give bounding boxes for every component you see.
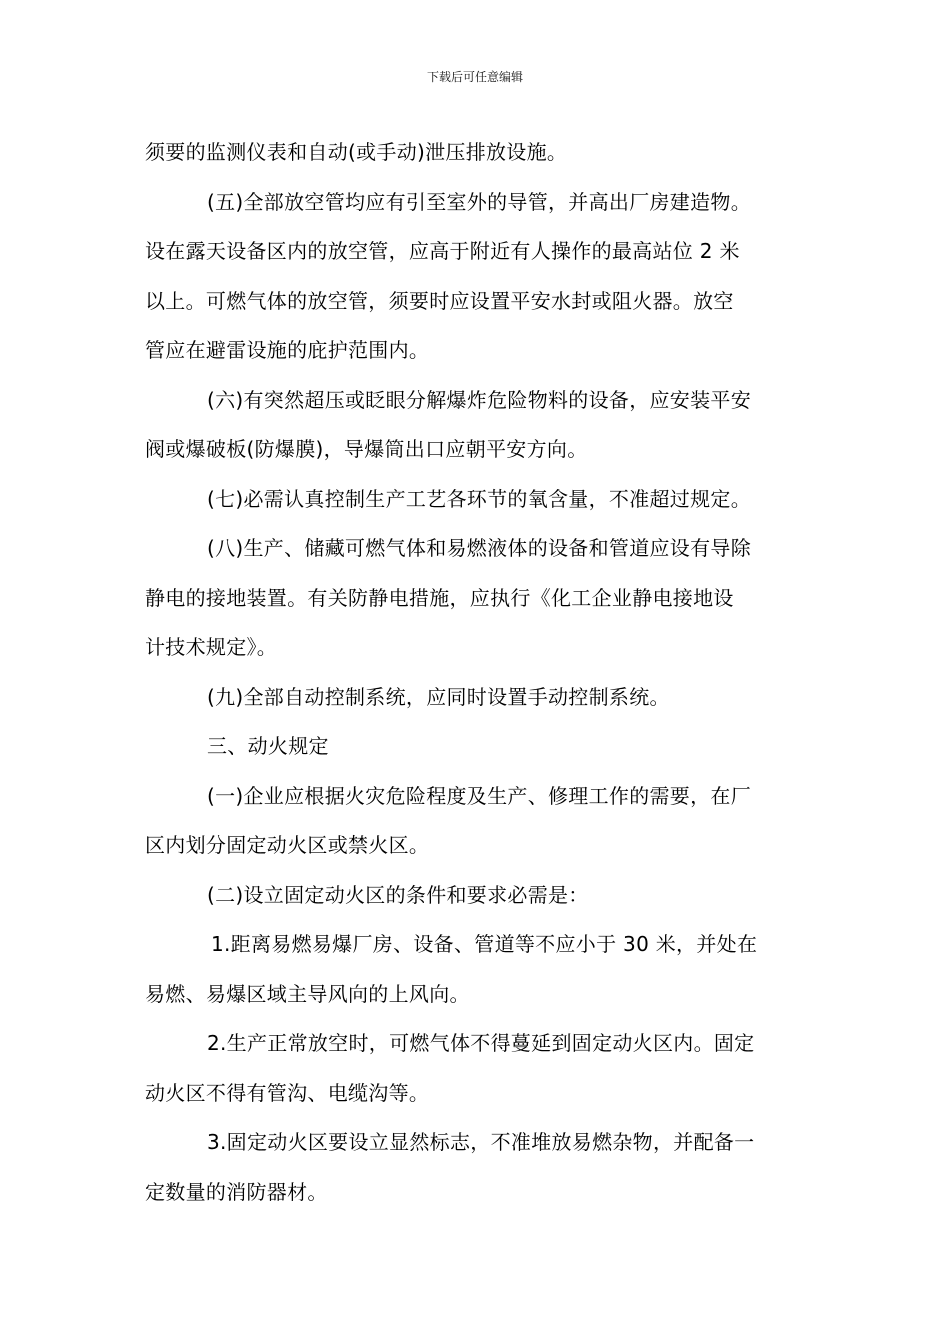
paragraph-line: 设在露天设备区内的放空管，应高于附近有人操作的最高站位 2 米 xyxy=(145,239,740,263)
section-heading: 三、动火规定 xyxy=(207,734,329,758)
paragraph-line: 阀或爆破板(防爆膜)，导爆筒出口应朝平安方向。 xyxy=(145,437,588,461)
paragraph-line: (五)全部放空管均应有引至室外的导管，并高出厂房建造物。 xyxy=(207,189,752,214)
paragraph-line: 2.生产正常放空时，可燃气体不得蔓延到固定动火区内。固定 xyxy=(207,1031,755,1055)
paragraph-line: 须要的监测仪表和自动(或手动)泄压排放设施。 xyxy=(145,140,568,164)
paragraph-line: (八)生产、储藏可燃气体和易燃液体的设备和管道应设有导除 xyxy=(207,536,752,560)
paragraph-line: (七)必需认真控制生产工艺各环节的氧含量，不准超过规定。 xyxy=(207,486,752,511)
paragraph-line: (一)企业应根据火灾危险程度及生产、修理工作的需要，在厂 xyxy=(207,783,752,808)
paragraph-line: 静电的接地装置。有关防静电措施，应执行《化工企业静电接地设 xyxy=(145,585,734,610)
document-body xyxy=(145,128,807,1217)
paragraph-line: (六)有突然超压或眨眼分解爆炸危险物料的设备，应安装平安 xyxy=(207,387,752,412)
paragraph-line: 以上。可燃气体的放空管，须要时应设置平安水封或阻火器。放空 xyxy=(145,288,734,313)
paragraph-line: (二)设立固定动火区的条件和要求必需是： xyxy=(207,882,589,907)
page-header: 下载后可任意编辑 xyxy=(426,70,523,84)
paragraph-line: 动火区不得有管沟、电缆沟等。 xyxy=(145,1080,430,1105)
paragraph-line: (九)全部自动控制系统，应同时设置手动控制系统。 xyxy=(207,684,670,709)
paragraph-line: 3.固定动火区要设立显然标志，不准堆放易燃杂物，并配备一 xyxy=(207,1130,755,1154)
paragraph-line: 易燃、易爆区域主导风向的上风向。 xyxy=(145,981,470,1006)
paragraph-line: 定数量的消防器材。 xyxy=(145,1179,328,1204)
paragraph-line: 区内划分固定动火区或禁火区。 xyxy=(145,833,430,857)
paragraph-line: 管应在避雷设施的庇护范围内。 xyxy=(145,338,430,362)
paragraph-line: 1.距离易燃易爆厂房、设备、管道等不应小于 30 米，并处在 xyxy=(211,932,758,956)
paragraph-line: 计技术规定》。 xyxy=(145,635,278,659)
